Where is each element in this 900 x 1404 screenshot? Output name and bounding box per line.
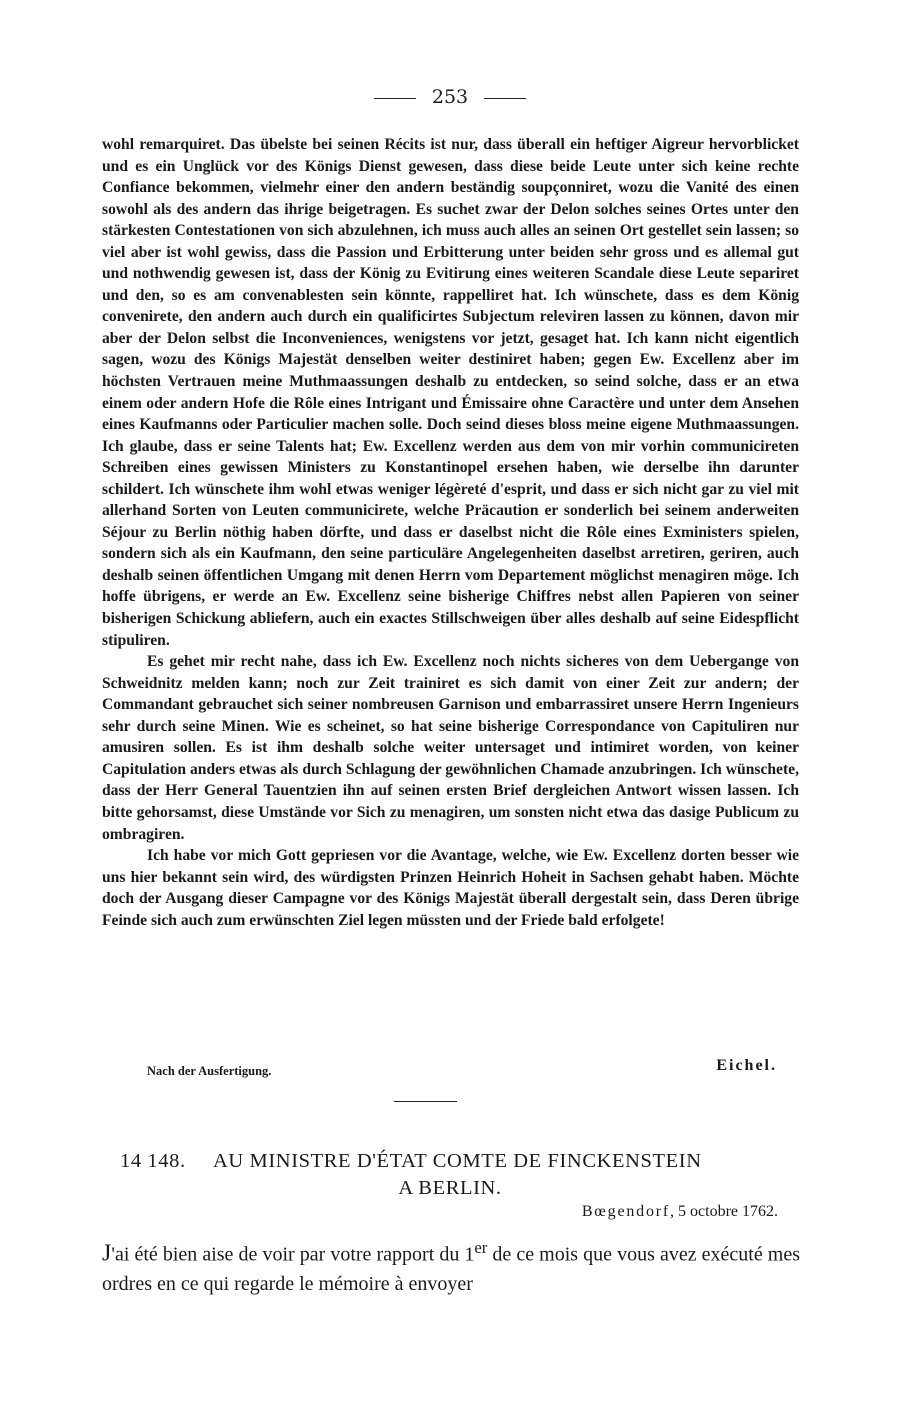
header-rule-right	[484, 98, 526, 99]
letter-initial: J	[102, 1240, 112, 1267]
source-and-signature	[147, 1057, 777, 1083]
letter-heading-line1: AU MINISTRE D'ÉTAT COMTE DE FINCKENSTEIN	[213, 1150, 702, 1172]
paragraph-3: Ich habe vor mich Gott gepriesen vor die Avantage, welche, wie Ew. Excellenz dorten besser wie uns hier bekannt sein wird, des würdigsten Prinzen Heinrich Hoheit in Sachsen gehabt haben. Möchte doch der Ausgang dieser Campagne vor des Königs Majestät überall dergestalt sein, dass Deren übrige Feinde sich auch zum erwünschten Ziel legen müssten und der Friede bald erfolgete!	[102, 847, 799, 929]
letter-heading-line2: A BERLIN.	[398, 1177, 502, 1199]
letter-superscript: er	[474, 1238, 488, 1257]
paragraph-1: wohl remarquiret. Das übelste bei seinen Récits ist nur, dass überall ein heftiger Aigreur hervorblicket und es ein Unglück vor des Königs Dienst gewesen, dass diese beide Leute unter sich keine rechte Confiance bekommen, vielmehr einer den andern beständig soupçonniret, wozu die Vanité des einen sowohl als des andern das ihrige beigetragen. Es suchet zwar der Delon solches seines Ortes unter den stärkesten Contestationen von sich abzulehnen, ich muss auch alles an seinen Ort gestellet sein lassen; so viel aber ist wohl gewiss, dass die Passion und Erbitterung unter beiden sehr gross und es allemal gut und nothwendig gewesen ist, dass der König zu Evitirung eines weiteren Scandale diese Leute separiret und den, so es am convenablesten sein könnte, rappelliret hat. Ich wünschete, dass es dem König convenirete, den andern auch durch ein qualificirtes Subjectum releviren lassen zu können, davon mir aber der Delon selbst die Inconveniences, wenigstens vor jetzt, gesaget hat. Ich kann nicht eigentlich sagen, wozu des Königs Majestät denselben weiter destiniret haben; gegen Ew. Excellenz aber im höchsten Vertrauen meine Muthmaassungen deshalb zu entdecken, so seind solche, dass er an etwa einem oder andern Hofe die Rôle eines Intrigant und Émissaire ohne Caractère und unter dem Ansehen eines Kaufmanns oder Particulier machen solle. Doch seind dieses bloss meine eigene Muthmaassungen. Ich glaube, dass er seine Talents hat; Ew. Excellenz werden aus dem von mir vorhin communicireten Schreiben eines gewissen Ministers zu Konstantinopel ersehen haben, wie derselbe ihn darunter schildert. Ich wünschete ihm wohl etwas weniger légèreté d'esprit, und dass er sich nicht gar zu viel mit allerhand Sorten von Leuten communicirete, welche Präcaution er sonderlich bei seinem anderweiten Séjour zu Berlin nöthig haben dörfte, und dass er daselbst nicht die Rôle eines Exministers spielen, sondern sich als ein Kaufmann, den seine particuläre Angelegenheiten daselbst arretiren, geriren, auch deshalb seinen öffentlichen Umgang mit denen Herrn vom Departement möglichst menagiren möge. Ich hoffe übrigens, er werde an Ew. Excellenz seine bisherige Chiffres nebst allen Papieren von seiner bisherigen Schickung abliefern, auch ein exactes Stillschweigen über alles deshalb auf seine Eidespflicht stipuliren.	[102, 136, 799, 649]
letter-number: 14 148.	[120, 1150, 186, 1172]
section-separator	[394, 1101, 457, 1102]
source-note: Nach der Ausfertigung.	[147, 1064, 272, 1078]
letter-text	[102, 1233, 800, 1299]
paragraph-2: Es gehet mir recht nahe, dass ich Ew. Excellenz noch nichts sicheres von dem Uebergange von Schweidnitz melden kann; noch zur Zeit trainiret es sich damit von einer Zeit zur andern; der Commandant gebrauchet sich seiner nombreusen Garnison und embarrassiret unsere Herrn Ingenieurs sehr durch seine Minen. Wie es scheinet, so hat seine bisherige Correspondance von Capituliren nur amusiren sollen. Es ist ihm deshalb solche weiter untersaget und intimiret worden, von keiner Capitulation anders etwas als durch Schlagung der gewöhnlichen Chamade anzubringen. Ich wünschete, dass der Herr General Tauentzien ihn auf seinen ersten Brief dergleichen Antwort wissen lassen. Ich bitte gehorsamst, diese Umstände vor Sich zu menagiren, um sonsten nicht etwa das dasige Publicum zu ombragiren.	[102, 653, 799, 843]
header-rule-left	[374, 98, 416, 99]
page-number: 253	[431, 86, 469, 108]
letter-text-part1: 'ai été bien aise de voir par votre rapport du 1	[111, 1243, 475, 1266]
dateline-date: , 5 octobre 1762.	[670, 1203, 778, 1220]
page-header	[0, 86, 900, 108]
letter-body-text	[102, 134, 799, 931]
signature: Eichel.	[716, 1057, 777, 1074]
dateline-place: Bœgendorf	[581, 1203, 671, 1220]
letter-text-part2: de ce mois que vous avez exécuté mes ordres en ce qui regarde le mémoire à envoyer	[102, 1243, 800, 1295]
dateline	[582, 1203, 778, 1221]
